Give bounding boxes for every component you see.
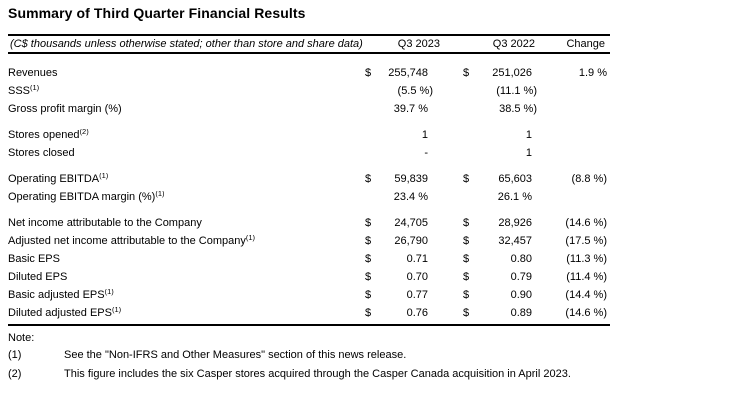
row-label bbox=[8, 147, 365, 159]
dollar-sign-q3-2023: $ bbox=[365, 307, 372, 319]
dollar-sign-q3-2023: $ bbox=[365, 271, 372, 283]
value-q3-2023: 0.77 bbox=[406, 289, 428, 301]
table-row bbox=[8, 100, 610, 118]
value-q3-2023: 0.76 bbox=[406, 307, 428, 319]
table-row bbox=[8, 144, 610, 162]
value-q3-2023: 23.4 % bbox=[393, 191, 428, 203]
dollar-sign-q3-2022: $ bbox=[463, 173, 470, 185]
value-q3-2023: 26,790 bbox=[394, 235, 428, 247]
note-text: This figure includes the six Casper stores acquired through the Casper Canada acquisition in April 2023. bbox=[64, 368, 571, 380]
column-header-q3-2023: Q3 2023 bbox=[397, 38, 440, 50]
row-label-text: Operating EBITDA bbox=[8, 173, 100, 185]
value-q3-2022: 1 bbox=[525, 147, 532, 159]
row-label-text: Diluted adjusted EPS bbox=[8, 307, 112, 319]
column-header-q3-2022: Q3 2022 bbox=[492, 38, 535, 50]
note-text: See the "Non-IFRS and Other Measures" section of this news release. bbox=[64, 349, 407, 361]
value-q3-2023: - bbox=[424, 147, 428, 159]
value-q3-2022: 0.80 bbox=[510, 253, 532, 265]
row-label bbox=[8, 67, 365, 79]
value-q3-2023: 0.70 bbox=[406, 271, 428, 283]
footnote-reference: (1) bbox=[104, 289, 114, 296]
footnote-reference: (1) bbox=[99, 173, 109, 180]
dollar-sign-q3-2022: $ bbox=[463, 217, 470, 229]
row-label-text: Revenues bbox=[8, 67, 58, 79]
table-row bbox=[8, 188, 610, 206]
footnote-reference: (2) bbox=[79, 129, 89, 136]
dollar-sign-q3-2022: $ bbox=[463, 271, 470, 283]
financial-results-table bbox=[8, 34, 610, 326]
row-label bbox=[8, 307, 365, 319]
notes-section bbox=[8, 331, 755, 384]
table-row bbox=[8, 304, 610, 322]
dollar-sign-q3-2022: $ bbox=[463, 289, 470, 301]
row-label-text: Stores closed bbox=[8, 147, 75, 159]
row-label bbox=[8, 289, 365, 301]
row-label-text: SSS bbox=[8, 85, 31, 97]
dollar-sign-q3-2023: $ bbox=[365, 289, 372, 301]
table-header-row bbox=[8, 36, 610, 54]
dollar-sign-q3-2022: $ bbox=[463, 67, 470, 79]
note-item bbox=[8, 346, 755, 365]
value-change: (17.5 %) bbox=[565, 235, 607, 247]
table-row bbox=[8, 250, 610, 268]
row-label bbox=[8, 103, 365, 115]
column-header-change: Change bbox=[566, 38, 605, 50]
value-q3-2023: (5.5 %) bbox=[397, 85, 433, 97]
value-q3-2023: 39.7 % bbox=[393, 103, 428, 115]
row-label-text: Stores opened bbox=[8, 129, 80, 141]
table-row bbox=[8, 170, 610, 188]
row-label-text: Gross profit margin (%) bbox=[8, 103, 122, 115]
value-q3-2022: 0.90 bbox=[510, 289, 532, 301]
row-label bbox=[8, 191, 365, 203]
table-row bbox=[8, 126, 610, 144]
notes-heading: Note: bbox=[8, 332, 35, 344]
table-row bbox=[8, 232, 610, 250]
value-q3-2023: 0.71 bbox=[406, 253, 428, 265]
value-change: (8.8 %) bbox=[571, 173, 607, 185]
value-q3-2023: 24,705 bbox=[394, 217, 428, 229]
value-q3-2022: 0.79 bbox=[510, 271, 532, 283]
value-change: (14.6 %) bbox=[565, 307, 607, 319]
footnote-reference: (1) bbox=[155, 191, 165, 198]
dollar-sign-q3-2023: $ bbox=[365, 235, 372, 247]
value-q3-2022: 1 bbox=[525, 129, 532, 141]
table-row bbox=[8, 268, 610, 286]
value-q3-2022: 0.89 bbox=[510, 307, 532, 319]
dollar-sign-q3-2022: $ bbox=[463, 235, 470, 247]
value-change: (11.3 %) bbox=[566, 253, 607, 265]
row-label bbox=[8, 253, 365, 265]
dollar-sign-q3-2023: $ bbox=[365, 253, 372, 265]
value-q3-2022: 26.1 % bbox=[497, 191, 532, 203]
row-label-text: Operating EBITDA margin (%) bbox=[8, 191, 156, 203]
value-change: (14.6 %) bbox=[565, 217, 607, 229]
row-label bbox=[8, 235, 365, 247]
footnote-reference: (1) bbox=[111, 307, 122, 314]
dollar-sign-q3-2023: $ bbox=[365, 217, 372, 229]
dollar-sign-q3-2023: $ bbox=[365, 67, 372, 79]
value-q3-2023: 59,839 bbox=[394, 173, 428, 185]
row-label-text: Net income attributable to the Company bbox=[8, 217, 202, 229]
value-change: (11.4 %) bbox=[566, 271, 607, 283]
row-label-text: Basic adjusted EPS bbox=[8, 289, 105, 301]
value-q3-2022: 65,603 bbox=[498, 173, 532, 185]
value-q3-2023: 1 bbox=[421, 129, 428, 141]
note-number: (2) bbox=[8, 368, 22, 380]
value-q3-2022: 32,457 bbox=[498, 235, 532, 247]
value-change: (14.4 %) bbox=[565, 289, 607, 301]
value-q3-2022: 251,026 bbox=[492, 67, 532, 79]
row-label bbox=[8, 129, 365, 141]
dollar-sign-q3-2022: $ bbox=[463, 253, 470, 265]
value-change: 1.9 % bbox=[578, 67, 607, 79]
value-q3-2022: 38.5 %) bbox=[499, 103, 537, 115]
row-label bbox=[8, 85, 365, 97]
value-q3-2022: 28,926 bbox=[498, 217, 532, 229]
value-q3-2022: (11.1 %) bbox=[496, 85, 537, 97]
table-body bbox=[8, 54, 610, 324]
table-units-note: (C$ thousands unless otherwise stated; other than store and share data) bbox=[10, 38, 363, 50]
row-label-text: Diluted EPS bbox=[8, 271, 68, 283]
table-row bbox=[8, 64, 610, 82]
table-row bbox=[8, 82, 610, 100]
footnote-reference: (1) bbox=[30, 85, 40, 92]
row-label bbox=[8, 271, 365, 283]
row-label-text: Adjusted net income attributable to the Company bbox=[8, 235, 246, 247]
row-label bbox=[8, 217, 365, 229]
dollar-sign-q3-2023: $ bbox=[365, 173, 372, 185]
value-q3-2023: 255,748 bbox=[388, 67, 428, 79]
note-number: (1) bbox=[8, 349, 22, 361]
dollar-sign-q3-2022: $ bbox=[463, 307, 470, 319]
table-row bbox=[8, 214, 610, 232]
note-item bbox=[8, 365, 755, 384]
page-title: Summary of Third Quarter Financial Results bbox=[8, 5, 306, 21]
row-label bbox=[8, 173, 365, 185]
row-label-text: Basic EPS bbox=[8, 253, 60, 265]
footnote-reference: (1) bbox=[245, 235, 256, 242]
table-row bbox=[8, 286, 610, 304]
